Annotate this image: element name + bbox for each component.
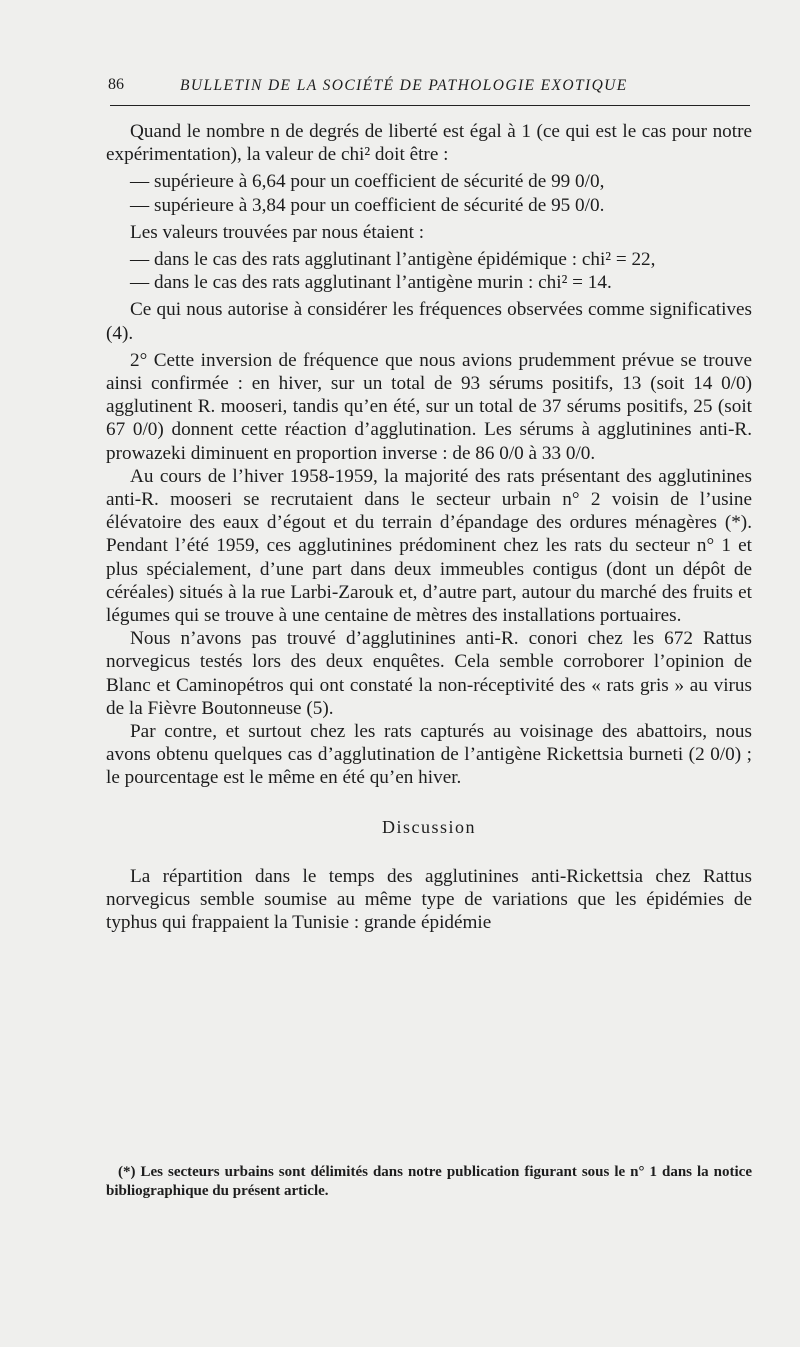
footnote-text: (*) Les secteurs urbains sont délimités dans notre publication figurant sous le n° 1 dans la notice bibliographique du présent article.: [106, 1164, 752, 1199]
page-header: [108, 76, 748, 106]
section-heading: Discussion: [381, 816, 476, 837]
paragraph: Par contre, et surtout chez les rats capturés au voisinage des abattoirs, nous avons obtenu quelques cas d’agglutination de l’antigène Rickettsia burneti (2 0/0) ; le pourcentage est le même en été qu’en hiver.: [106, 721, 752, 789]
paragraph: — dans le cas des rats agglutinant l’antigène épidémique : chi² = 22,: [130, 249, 656, 271]
paragraph: La répartition dans le temps des agglutinines anti-Rickettsia chez Rattus norvegicus semble soumise au même type de variations que les épidémies de typhus qui frappaient la Tunisie : grande épidémie: [106, 865, 752, 934]
paragraph: Quand le nombre n de degrés de liberté est égal à 1 (ce qui est le cas pour notre expérimentation), la valeur de chi² doit être :: [106, 121, 752, 166]
paragraph: — supérieure à 6,64 pour un coefficient de sécurité de 99 0/0,: [130, 171, 605, 193]
paragraph: Les valeurs trouvées par nous étaient :: [130, 221, 425, 243]
running-title: BULLETIN DE LA SOCIÉTÉ DE PATHOLOGIE EXOTIQUE: [180, 77, 628, 94]
paragraph: Nous n’avons pas trouvé d’agglutinines anti-R. conori chez les 672 Rattus norvegicus testés lors des deux enquêtes. Cela semble corroborer l’opinion de Blanc et Caminopétros qui ont constaté la non-réceptivité des « rats gris » au virus de la Fièvre Boutonneuse (5).: [106, 628, 752, 719]
paragraph: Ce qui nous autorise à considérer les fréquences observées comme significatives (4).: [106, 299, 752, 344]
paragraph: Au cours de l’hiver 1958-1959, la majorité des rats présentant des agglutinines anti-R. mooseri se recrutaient dans le secteur urbain n° 2 voisin de l’usine élévatoire des eaux d’égout et du terrain d’épandage des ordures ménagères (*). Pendant l’été 1959, ces agglutinines prédominent chez les rats du secteur n° 1 et plus spécialement, d’une part dans deux immeubles contigus (dont un dépôt de céréales) situés à la rue Larbi-Zarouk et, d’autre part, autour du marché des fruits et légumes qui se trouve à une centaine de mètres des installations portuaires.: [106, 465, 752, 627]
body-text: [106, 120, 752, 935]
header-rule: [110, 105, 750, 106]
footnote: [106, 1163, 752, 1201]
page-number: 86: [108, 76, 124, 93]
paragraph: — supérieure à 3,84 pour un coefficient de sécurité de 95 0/0.: [130, 194, 605, 216]
paragraph: 2° Cette inversion de fréquence que nous avions prudemment prévue se trouve ainsi confirmée : en hiver, sur un total de 93 sérums positifs, 13 (soit 14 0/0) agglutinent R. mooseri, tandis qu’en été, sur un total de 37 sérums positifs, 25 (soit 67 0/0) donnent cette réaction d’agglutination. Les sérums à agglutinines anti-R. prowazeki diminuent en proportion inverse : de 86 0/0 à 33 0/0.: [106, 349, 752, 464]
paragraph: — dans le cas des rats agglutinant l’antigène murin : chi² = 14.: [130, 272, 612, 294]
